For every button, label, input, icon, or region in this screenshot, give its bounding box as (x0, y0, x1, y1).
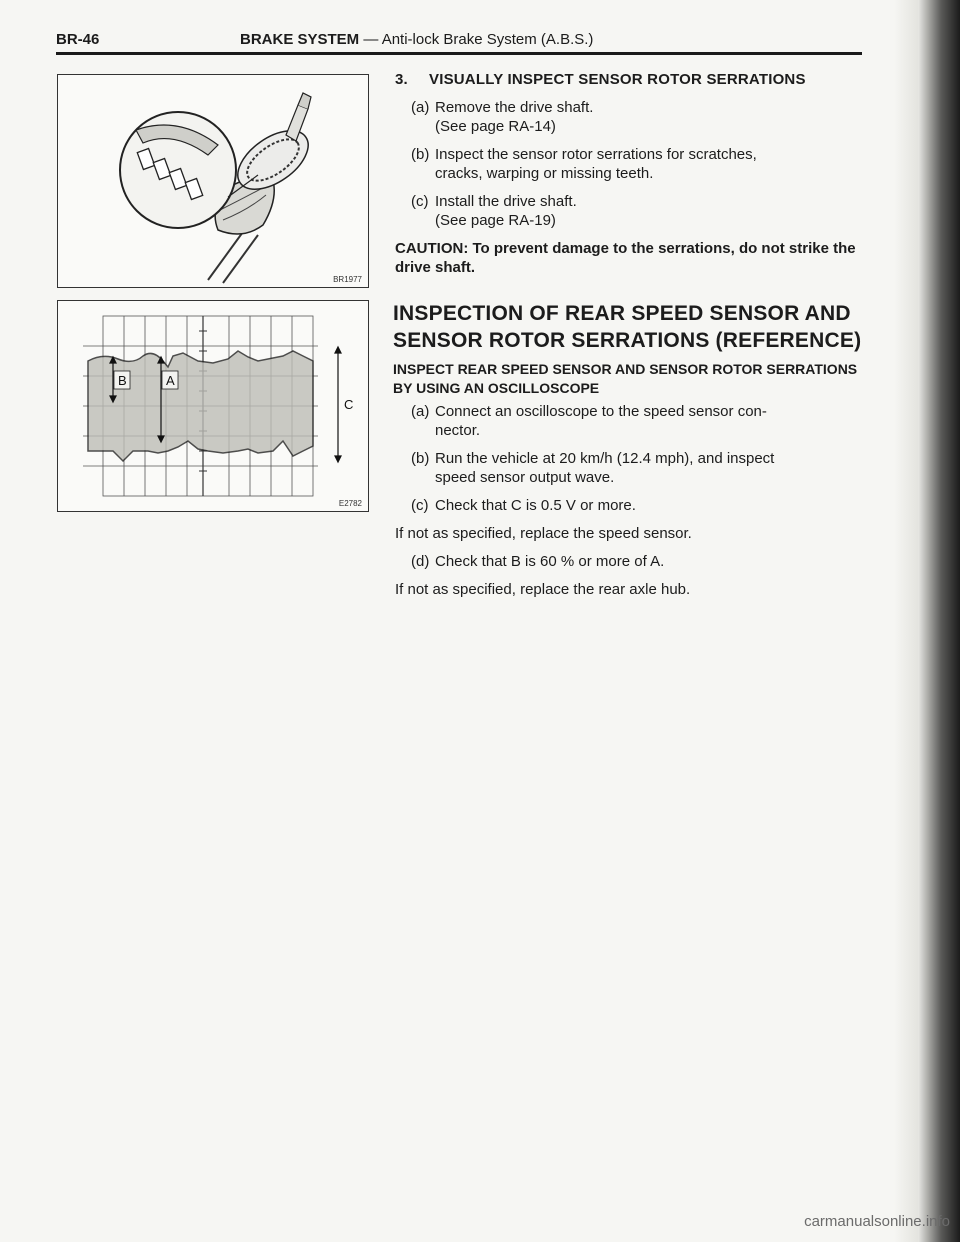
watermark: carmanualsonline.info (804, 1213, 950, 1230)
oscilloscope-waveform (58, 301, 368, 511)
inspection-item-a: (a) Connect an oscilloscope to the speed sensor con- nector. (411, 403, 767, 439)
step-3-block (395, 70, 865, 277)
inspection-steps (395, 402, 865, 599)
page-edge-shadow (894, 0, 918, 1242)
inspection-item-c: (c) Check that C is 0.5 V or more. (411, 497, 636, 514)
wave-label-b: B (118, 373, 127, 388)
subsection-title: — Anti-lock Brake System (A.B.S.) (359, 31, 594, 48)
section-heading: INSPECTION OF REAR SPEED SENSOR AND SENSOR ROTOR SERRATIONS (REFERENCE) (393, 302, 862, 352)
binding-edge (918, 0, 960, 1242)
note-replace-hub: If not as specified, replace the rear axle hub. (395, 581, 691, 598)
note-replace-sensor: If not as specified, replace the speed sensor. (395, 525, 692, 542)
page-number: BR-46 (56, 31, 100, 48)
header-divider (56, 52, 862, 55)
inspection-item-b: (b) Run the vehicle at 20 km/h (12.4 mph), and inspect speed sensor output wave. (411, 450, 775, 486)
drive-shaft-figure (57, 74, 369, 288)
page-header-title (240, 31, 593, 48)
section-title: BRAKE SYSTEM (240, 31, 360, 48)
inspection-item-d: (d) Check that B is 60 % or more of A. (411, 553, 665, 570)
caution-note: CAUTION: To prevent damage to the serrations, do not strike the drive shaft. (395, 240, 856, 276)
step-3-item-c: (c) Install the drive shaft. (See page RA-19) (411, 193, 577, 229)
step-3-item-b: (b) Inspect the sensor rotor serrations for scratches, cracks, warping or missing teeth. (411, 146, 757, 182)
oscilloscope-figure (57, 300, 369, 512)
drive-shaft-illustration (58, 75, 368, 287)
inspection-subheading: INSPECT REAR SPEED SENSOR AND SENSOR ROTOR SERRATIONS BY USING AN OSCILLOSCOPE (393, 361, 858, 396)
step-3-item-a: (a) Remove the drive shaft. (See page RA-14) (411, 99, 594, 135)
wave-label-a: A (166, 373, 175, 388)
step-3-title: 3. VISUALLY INSPECT SENSOR ROTOR SERRATIONS (395, 71, 806, 88)
figure-code: BR1977 (333, 275, 362, 284)
wave-label-c: C (344, 397, 354, 412)
figure-code: E2782 (338, 499, 362, 508)
